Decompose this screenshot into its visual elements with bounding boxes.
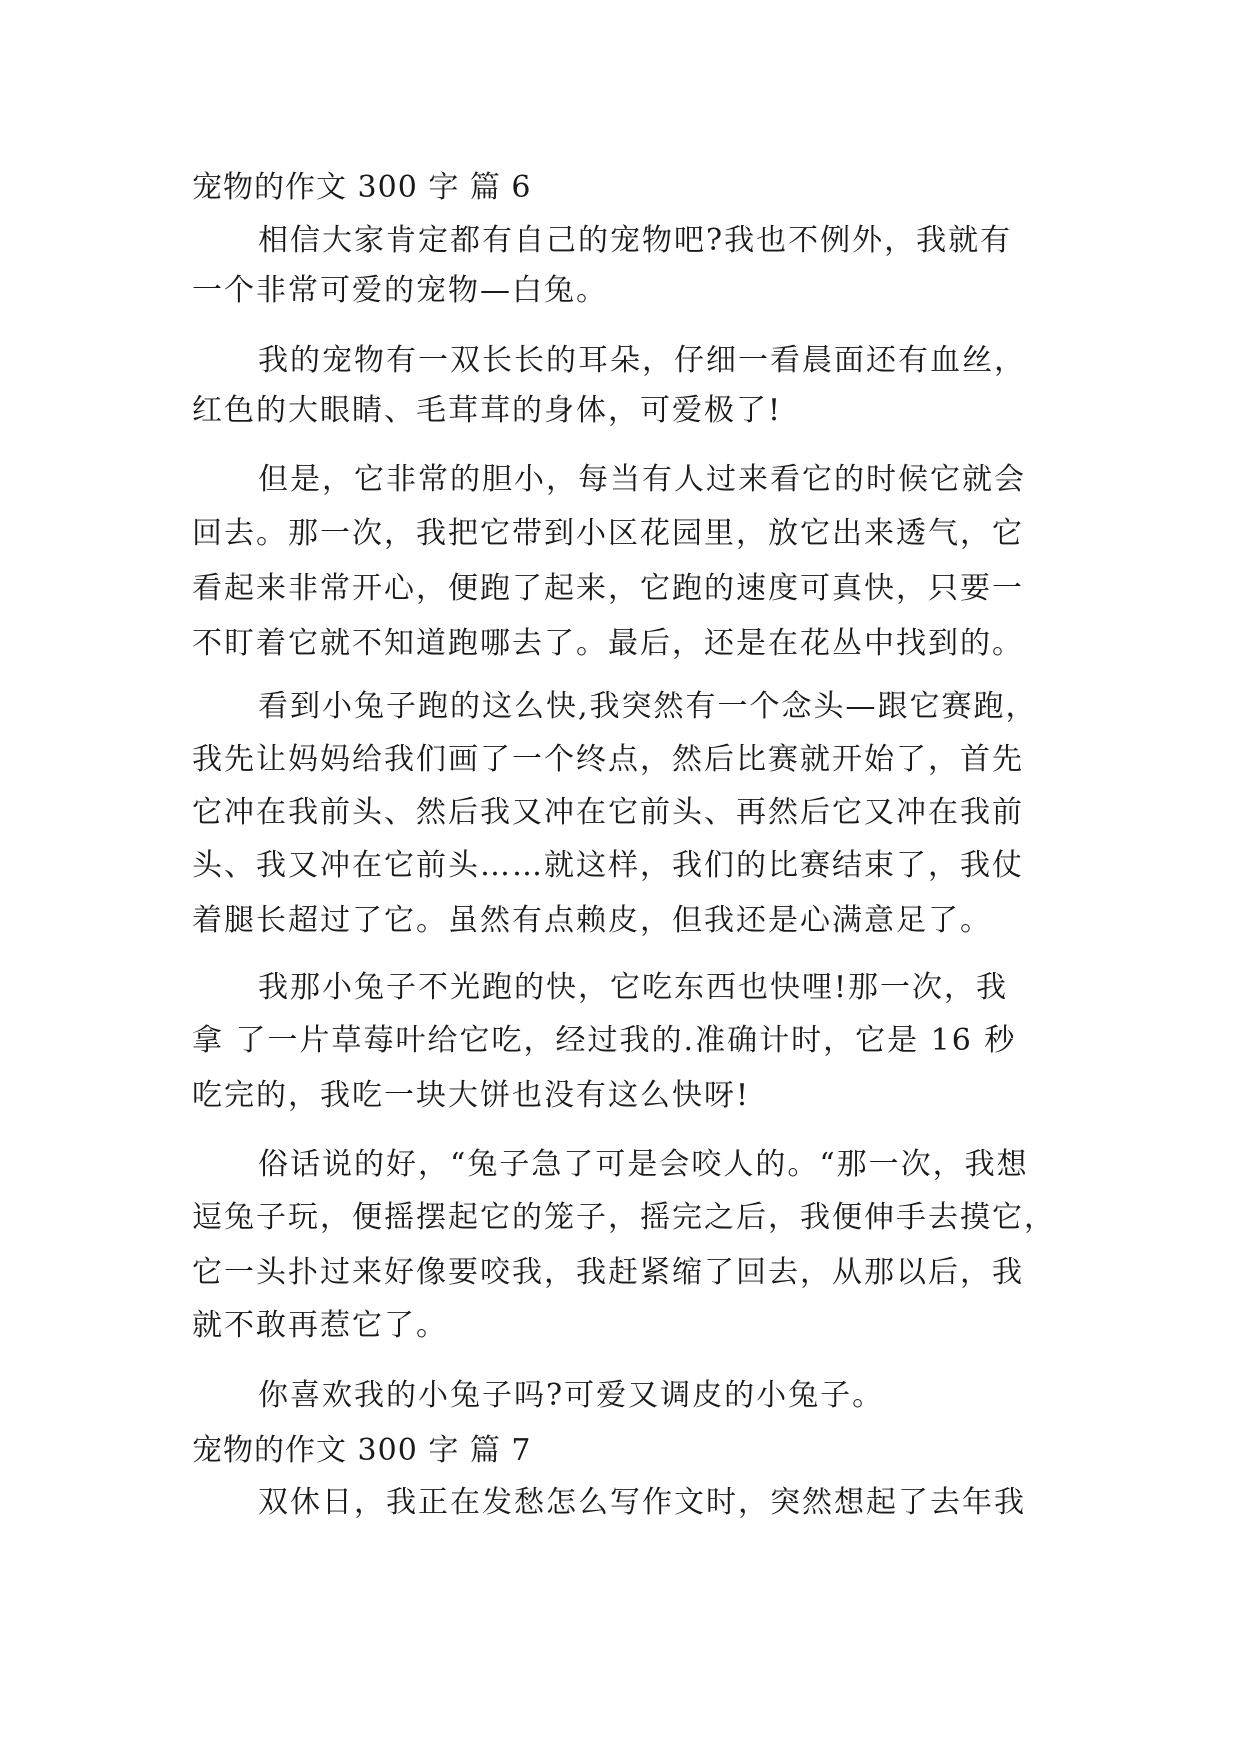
paragraph-line: 一个非常可爱的宠物—白兔。 [192, 273, 608, 308]
paragraph-line: 看起来非常开心，便跑了起来，它跑的速度可真快，只要一 [192, 571, 1024, 606]
paragraph-line: 头、我又冲在它前头……就这样，我们的比赛结束了，我仗 [192, 848, 1024, 883]
paragraph-line: 我那小兔子不光跑的快，它吃东西也快哩!那一次，我 [258, 970, 1009, 1005]
paragraph-line: 双休日，我正在发愁怎么写作文时，突然想起了去年我 [258, 1485, 1026, 1520]
paragraph-line: 就不敢再惹它了。 [192, 1308, 448, 1343]
paragraph-line: 它冲在我前头、然后我又冲在它前头、再然后它又冲在我前 [192, 795, 1024, 830]
paragraph-line: 拿 了一片草莓叶给它吃，经过我的.准确计时，它是 16 秒 [192, 1023, 1017, 1058]
paragraph-line: 着腿长超过了它。虽然有点赖皮，但我还是心满意足了。 [192, 903, 992, 938]
paragraph-line: 吃完的，我吃一块大饼也没有这么快呀! [192, 1078, 751, 1113]
paragraph-line: 俗话说的好，“兔子急了可是会咬人的。“那一次，我想 [258, 1147, 1029, 1182]
paragraph-line: 但是，它非常的胆小，每当有人过来看它的时候它就会 [258, 462, 1026, 497]
paragraph-line: 它一头扑过来好像要咬我，我赶紧缩了回去，从那以后，我 [192, 1255, 1024, 1290]
paragraph-line: 不盯着它就不知道跑哪去了。最后，还是在花丛中找到的。 [192, 626, 1024, 661]
paragraph-line: 我的宠物有一双长长的耳朵，仔细一看晨面还有血丝， [258, 343, 1026, 378]
essay-title-7: 宠物的作文 300 字 篇 7 [192, 1433, 532, 1468]
paragraph-line: 我先让妈妈给我们画了一个终点，然后比赛就开始了，首先 [192, 742, 1024, 777]
paragraph-line: 逗兔子玩，便摇摆起它的笼子，摇完之后，我便伸手去摸它， [192, 1200, 1056, 1235]
paragraph-line: 看到小兔子跑的这么快,我突然有一个念头—跟它赛跑， [258, 689, 1038, 724]
paragraph-line: 回去。那一次，我把它带到小区花园里，放它出来透气，它 [192, 516, 1024, 551]
paragraph-line: 红色的大眼睛、毛茸茸的身体，可爱极了! [192, 393, 783, 428]
paragraph-line: 你喜欢我的小兔子吗?可爱又调皮的小兔子。 [258, 1378, 885, 1413]
essay-title-6: 宠物的作文 300 字 篇 6 [192, 170, 532, 205]
paragraph-line: 相信大家肯定都有自己的宠物吧?我也不例外，我就有 [258, 223, 1013, 258]
